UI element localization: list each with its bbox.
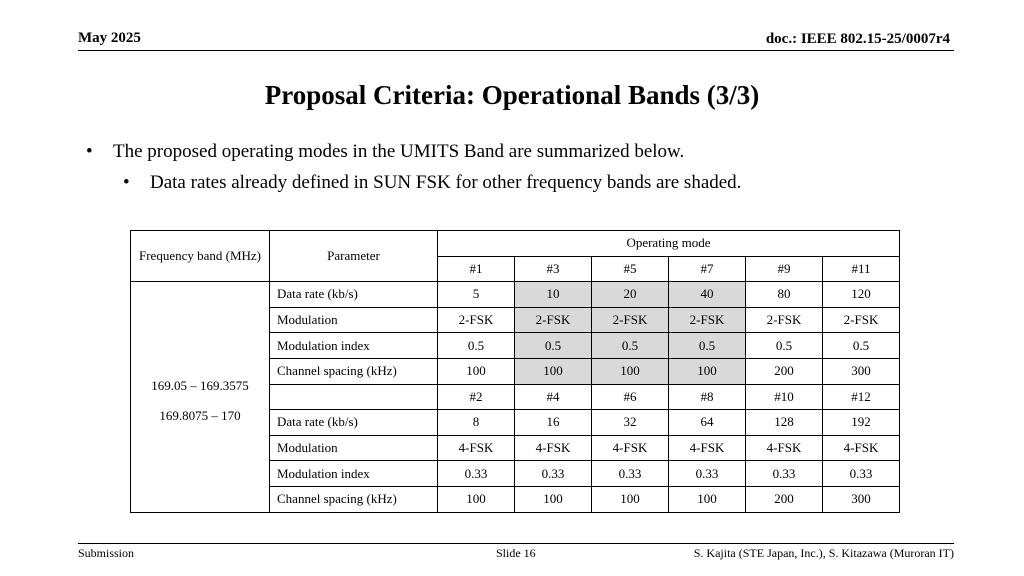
- value-cell: 80: [746, 282, 823, 308]
- value-cell: 32: [592, 410, 669, 436]
- value-cell-shaded: 2-FSK: [669, 307, 746, 333]
- header-parameter: Parameter: [270, 231, 438, 282]
- value-cell: 0.33: [823, 461, 900, 487]
- param-cell: Channel spacing (kHz): [270, 358, 438, 384]
- value-cell: 100: [592, 486, 669, 512]
- value-cell: 4-FSK: [592, 435, 669, 461]
- param-cell: Modulation: [270, 435, 438, 461]
- value-cell: 4-FSK: [438, 435, 515, 461]
- value-cell: 0.33: [669, 461, 746, 487]
- value-cell: 0.5: [823, 333, 900, 359]
- footer-slide-number: Slide 16: [496, 546, 536, 560]
- value-cell-shaded: 100: [515, 358, 592, 384]
- value-cell: 8: [438, 410, 515, 436]
- mode-cell: #1: [438, 256, 515, 282]
- value-cell: 4-FSK: [515, 435, 592, 461]
- band-range-1: 169.05 – 169.3575: [151, 378, 249, 394]
- value-cell: 4-FSK: [746, 435, 823, 461]
- value-cell: 0.33: [515, 461, 592, 487]
- mode-cell: #7: [669, 256, 746, 282]
- value-cell: 0.5: [438, 333, 515, 359]
- value-cell: 100: [669, 486, 746, 512]
- value-cell: 0.33: [746, 461, 823, 487]
- mode-cell: #12: [823, 384, 900, 410]
- footer-divider: [78, 543, 954, 544]
- value-cell-shaded: 2-FSK: [515, 307, 592, 333]
- header-frequency-band: Frequency band (MHz): [131, 231, 270, 282]
- mode-cell: #3: [515, 256, 592, 282]
- band-range-2: 169.8075 – 170: [159, 408, 241, 424]
- value-cell: 128: [746, 410, 823, 436]
- value-cell: 120: [823, 282, 900, 308]
- mode-cell: #6: [592, 384, 669, 410]
- mode-cell: #4: [515, 384, 592, 410]
- bullet-level1: [86, 141, 684, 163]
- value-cell: 100: [438, 358, 515, 384]
- mode-cell: #9: [746, 256, 823, 282]
- value-cell-shaded: 10: [515, 282, 592, 308]
- header-date: May 2025: [78, 30, 141, 46]
- bullet-level2: [123, 172, 741, 194]
- value-cell-shaded: 100: [669, 358, 746, 384]
- footer-authors: S. Kajita (STE Japan, Inc.), S. Kitazawa (Muroran IT): [693, 546, 954, 560]
- value-cell: 200: [746, 358, 823, 384]
- mode-cell: #2: [438, 384, 515, 410]
- value-cell: 100: [438, 486, 515, 512]
- bullet-dot-icon: •: [86, 141, 93, 162]
- value-cell: 200: [746, 486, 823, 512]
- value-cell: 300: [823, 486, 900, 512]
- value-cell: 16: [515, 410, 592, 436]
- param-cell: Modulation index: [270, 461, 438, 487]
- value-cell-shaded: 20: [592, 282, 669, 308]
- mode-cell: #8: [669, 384, 746, 410]
- header-operating-mode: Operating mode: [438, 231, 900, 257]
- table-row: [131, 282, 900, 308]
- mode-cell: #11: [823, 256, 900, 282]
- bullet-dot-icon: •: [123, 172, 130, 193]
- value-cell-shaded: 40: [669, 282, 746, 308]
- value-cell-shaded: 0.5: [515, 333, 592, 359]
- value-cell: 2-FSK: [746, 307, 823, 333]
- value-cell: 2-FSK: [823, 307, 900, 333]
- value-cell: 300: [823, 358, 900, 384]
- value-cell: 2-FSK: [438, 307, 515, 333]
- header-doc-id: doc.: IEEE 802.15-25/0007r4: [765, 31, 950, 47]
- param-cell-empty: [270, 384, 438, 410]
- param-cell: Modulation index: [270, 333, 438, 359]
- param-cell: Data rate (kb/s): [270, 282, 438, 308]
- value-cell: 64: [669, 410, 746, 436]
- value-cell: 0.5: [746, 333, 823, 359]
- value-cell-shaded: 2-FSK: [592, 307, 669, 333]
- value-cell-shaded: 0.5: [592, 333, 669, 359]
- bullet-level1-text: The proposed operating modes in the UMITS Band are summarized below.: [113, 141, 685, 162]
- value-cell-shaded: 0.5: [669, 333, 746, 359]
- param-cell: Channel spacing (kHz): [270, 486, 438, 512]
- operating-mode-table: [130, 230, 900, 513]
- value-cell: 0.33: [438, 461, 515, 487]
- param-cell: Modulation: [270, 307, 438, 333]
- value-cell: 192: [823, 410, 900, 436]
- header-divider: [78, 50, 954, 51]
- mode-cell: #10: [746, 384, 823, 410]
- footer-submission: Submission: [78, 546, 135, 560]
- frequency-band-cell: [131, 282, 270, 512]
- mode-cell: #5: [592, 256, 669, 282]
- param-cell: Data rate (kb/s): [270, 410, 438, 436]
- value-cell: 0.33: [592, 461, 669, 487]
- value-cell: 5: [438, 282, 515, 308]
- value-cell: 4-FSK: [823, 435, 900, 461]
- value-cell: 4-FSK: [669, 435, 746, 461]
- table-header-row: [131, 231, 900, 257]
- value-cell: 100: [515, 486, 592, 512]
- value-cell-shaded: 100: [592, 358, 669, 384]
- bullet-level2-text: Data rates already defined in SUN FSK for other frequency bands are shaded.: [150, 172, 742, 193]
- slide-title: Proposal Criteria: Operational Bands (3/3): [264, 80, 760, 110]
